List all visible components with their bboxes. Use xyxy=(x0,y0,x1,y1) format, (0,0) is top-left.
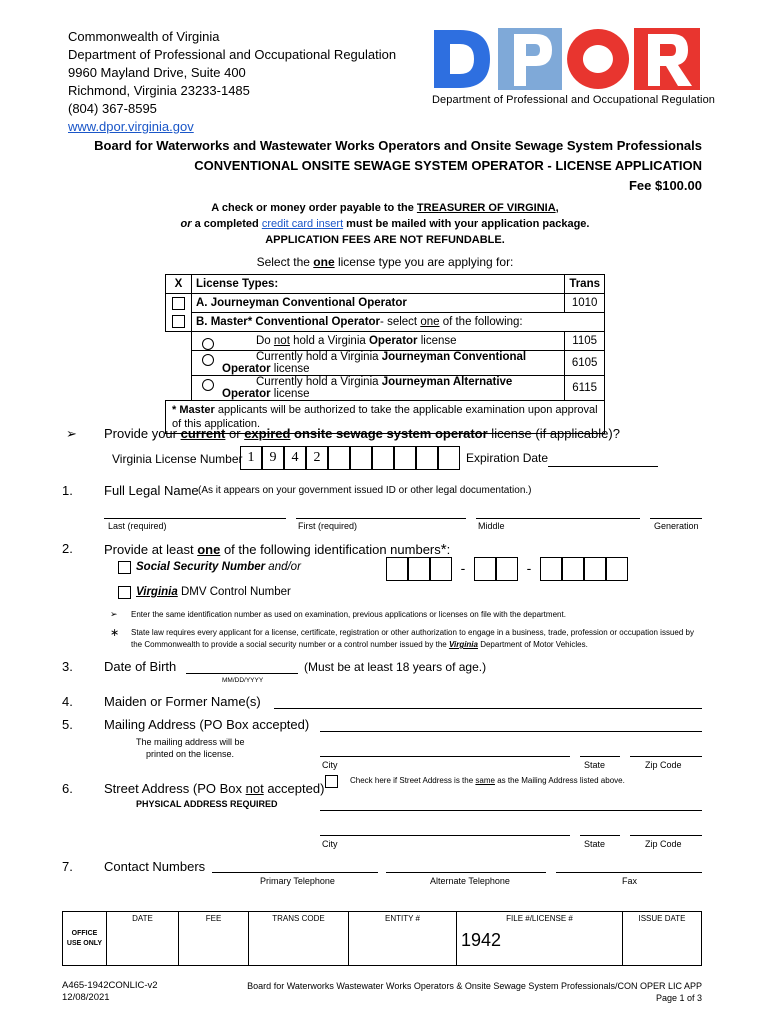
license-digit[interactable] xyxy=(350,446,372,470)
city-label: City xyxy=(322,760,338,770)
license-number-field[interactable] xyxy=(240,446,460,470)
col-types: License Types: xyxy=(192,275,565,294)
section-number: 2. xyxy=(62,541,73,556)
first-name-label: First (required) xyxy=(298,521,358,531)
mailing-city-field[interactable] xyxy=(320,756,570,757)
state-label: State xyxy=(584,760,606,770)
payment-instructions: A check or money order payable to the TREASURER OF VIRGINIA, or a completed credit card insert must be mailed with your application package. APPLICATION FEES ARE NOT REFUNDABLE. xyxy=(180,202,590,246)
page-number: Page 1 of 3 xyxy=(655,993,702,1003)
last-name-label: Last (required) xyxy=(108,521,167,531)
mailing-street-field[interactable] xyxy=(320,731,702,732)
mailing-zip-field[interactable] xyxy=(630,756,702,757)
office-col-date: DATE xyxy=(107,912,179,966)
website-link[interactable]: www.dpor.virginia.gov xyxy=(68,119,194,134)
office-col-fee: FEE xyxy=(179,912,249,966)
section-number: 7. xyxy=(62,859,73,874)
id-digit[interactable] xyxy=(430,557,452,581)
id-dash: - xyxy=(460,560,466,576)
id-digit[interactable] xyxy=(408,557,430,581)
fee-label: Fee $100.00 xyxy=(628,178,702,193)
zip-label: Zip Code xyxy=(645,839,682,849)
office-col-entity: ENTITY # xyxy=(349,912,457,966)
id-digit[interactable] xyxy=(386,557,408,581)
section-number: 1. xyxy=(62,483,73,498)
expiration-label: Expiration Date xyxy=(466,451,549,465)
org-line: (804) 367-8595 xyxy=(68,101,157,116)
arrow-bullet-icon: ➢ xyxy=(110,609,118,619)
license-select-prompt: Select the one license type you are applying for: xyxy=(256,255,514,269)
alternate-phone-field[interactable] xyxy=(386,872,546,873)
license-digit[interactable] xyxy=(438,446,460,470)
id-note-1: Enter the same identification number as used on examination, previous applications or licenses on file with the department. xyxy=(131,610,566,619)
street-state-field[interactable] xyxy=(580,835,620,836)
mailing-sub-1: The mailing address will be xyxy=(136,737,245,747)
physical-address-required: PHYSICAL ADDRESS REQUIRED xyxy=(136,799,278,809)
street-zip-field[interactable] xyxy=(630,835,702,836)
trans-code: 1010 xyxy=(565,294,605,313)
ssn-label: Social Security Number and/or xyxy=(136,561,301,573)
license-type-b: B. Master* Conventional Operator- select one of the following: xyxy=(192,313,605,332)
org-line: 9960 Mayland Drive, Suite 400 xyxy=(68,65,246,80)
last-name-field[interactable] xyxy=(104,518,286,519)
board-title: Board for Waterworks and Wastewater Works Operators and Onsite Sewage System Professionals xyxy=(94,138,702,153)
street-address-label: Street Address (PO Box not accepted) xyxy=(104,781,325,796)
middle-name-label: Middle xyxy=(478,521,505,531)
primary-phone-field[interactable] xyxy=(212,872,378,873)
footer-board: Board for Waterworks Wastewater Works Operators & Onsite Sewage System Professionals/CON OPER LIC APP xyxy=(247,981,702,991)
generation-field[interactable] xyxy=(650,518,702,519)
current-license-question: Provide your current or expired onsite sewage system operator license (if applicable)? xyxy=(104,426,620,441)
id-dash: - xyxy=(526,560,532,576)
license-digit[interactable]: 2 xyxy=(306,446,328,470)
col-trans: Trans xyxy=(565,275,605,294)
office-use-label: OFFICE USE ONLY xyxy=(63,912,107,966)
dob-note: (Must be at least 18 years of age.) xyxy=(304,660,487,674)
id-digit[interactable] xyxy=(606,557,628,581)
same-as-mailing-checkbox[interactable] xyxy=(325,775,338,788)
alternate-phone-label: Alternate Telephone xyxy=(430,876,510,886)
id-digit[interactable] xyxy=(562,557,584,581)
license-digit[interactable]: 1 xyxy=(240,446,262,470)
option-2-radio[interactable] xyxy=(202,354,214,366)
fax-label: Fax xyxy=(622,876,638,886)
org-address xyxy=(68,28,396,136)
trans-code: 1105 xyxy=(565,332,605,351)
id-digit[interactable] xyxy=(584,557,606,581)
full-name-hint: (As it appears on your government issued ID or other legal documentation.) xyxy=(198,485,532,496)
file-number-value: 1942 xyxy=(461,930,502,950)
master-checkbox[interactable] xyxy=(172,315,185,328)
id-numbers-label: Provide at least one of the following identification numbers*: xyxy=(104,541,451,558)
same-as-mailing-label: Check here if Street Address is the same as the Mailing Address listed above. xyxy=(350,776,625,785)
master-note: * Master applicants will be authorized to take the applicable examination upon approval of this application. xyxy=(166,401,605,434)
full-name-label: Full Legal Name xyxy=(104,483,199,498)
master-option-2: Currently hold a Virginia Journeyman Conventional Operator license xyxy=(192,351,565,376)
license-digit[interactable] xyxy=(416,446,438,470)
license-digit[interactable]: 9 xyxy=(262,446,284,470)
contact-numbers-label: Contact Numbers xyxy=(104,859,206,874)
id-digit[interactable] xyxy=(474,557,496,581)
id-digit[interactable] xyxy=(496,557,518,581)
trans-code: 6115 xyxy=(565,376,605,401)
license-number-label: Virginia License Number xyxy=(112,452,243,466)
dmv-checkbox[interactable] xyxy=(118,586,131,599)
dob-field[interactable] xyxy=(186,673,298,674)
section-number: 6. xyxy=(62,781,73,796)
city-label: City xyxy=(322,839,338,849)
logo-block-r xyxy=(634,28,700,90)
section-number: 5. xyxy=(62,717,73,732)
maiden-name-label: Maiden or Former Name(s) xyxy=(104,694,261,709)
office-col-issue: ISSUE DATE xyxy=(623,912,702,966)
license-digit[interactable] xyxy=(328,446,350,470)
generation-label: Generation xyxy=(654,521,699,531)
footer-info xyxy=(247,980,702,1004)
form-id: A465-1942CONLIC-v2 12/08/2021 xyxy=(62,980,158,1003)
logo-caption: Department of Professional and Occupational Regulation xyxy=(432,94,716,106)
license-type-a: A. Journeyman Conventional Operator xyxy=(192,294,565,313)
license-digit[interactable] xyxy=(372,446,394,470)
logo-block-p xyxy=(498,28,562,90)
option-3-radio[interactable] xyxy=(202,379,214,391)
dmv-label: Virginia DMV Control Number xyxy=(136,586,291,598)
logo-letter-d xyxy=(430,28,494,90)
license-digit[interactable]: 4 xyxy=(284,446,306,470)
primary-phone-label: Primary Telephone xyxy=(260,876,335,886)
office-col-trans: TRANS CODE xyxy=(249,912,349,966)
street-city-field[interactable] xyxy=(320,835,570,836)
first-name-field[interactable] xyxy=(296,518,466,519)
office-use-table xyxy=(62,911,702,966)
dob-format: MM/DD/YYYY xyxy=(222,677,264,684)
license-types-table xyxy=(165,274,605,434)
fax-field[interactable] xyxy=(556,872,702,873)
option-1-radio[interactable] xyxy=(202,338,214,350)
zip-label: Zip Code xyxy=(645,760,682,770)
id-number-field[interactable] xyxy=(386,557,628,581)
mailing-sub-2: printed on the license. xyxy=(146,749,235,759)
col-x: X xyxy=(166,275,192,294)
id-digit[interactable] xyxy=(540,557,562,581)
ssn-checkbox[interactable] xyxy=(118,561,131,574)
journeyman-checkbox[interactable] xyxy=(172,297,185,310)
org-line: Department of Professional and Occupational Regulation xyxy=(68,47,397,62)
office-col-file: FILE #/LICENSE # 1942 xyxy=(457,912,623,966)
master-option-3: Currently hold a Virginia Journeyman Alternative Operator license xyxy=(192,376,565,401)
maiden-name-field[interactable] xyxy=(274,708,702,709)
license-digit[interactable] xyxy=(394,446,416,470)
section-number: 3. xyxy=(62,659,73,674)
org-line: Commonwealth of Virginia xyxy=(68,29,220,44)
dpor-logo xyxy=(430,28,716,112)
section-number: 4. xyxy=(62,694,73,709)
state-label: State xyxy=(584,839,606,849)
logo-letter-o xyxy=(566,28,630,90)
org-line: Richmond, Virginia 23233-1485 xyxy=(68,83,250,98)
id-note-2: State law requires every applicant for a license, certificate, registration or other authorization to engage in a business, trade, profession or occupation issued by the Commonwealth to provide a social security number or a control number issued by the Virginia Department of Motor Vehicles. xyxy=(131,628,694,649)
dob-label: Date of Birth xyxy=(104,659,177,674)
middle-name-field[interactable] xyxy=(476,518,640,519)
master-option-1: Do not hold a Virginia Operator license xyxy=(192,332,565,351)
arrow-bullet-icon: ➢ xyxy=(66,426,77,441)
credit-card-link[interactable]: credit card insert xyxy=(261,218,344,230)
mailing-state-field[interactable] xyxy=(580,756,620,757)
street-address-field[interactable] xyxy=(320,810,702,811)
expiration-field[interactable] xyxy=(548,466,658,467)
form-title: CONVENTIONAL ONSITE SEWAGE SYSTEM OPERATOR - LICENSE APPLICATION xyxy=(194,158,702,173)
asterisk-bullet-icon: ∗ xyxy=(110,627,120,639)
mailing-address-label: Mailing Address (PO Box accepted) xyxy=(104,717,310,732)
trans-code: 6105 xyxy=(565,351,605,376)
